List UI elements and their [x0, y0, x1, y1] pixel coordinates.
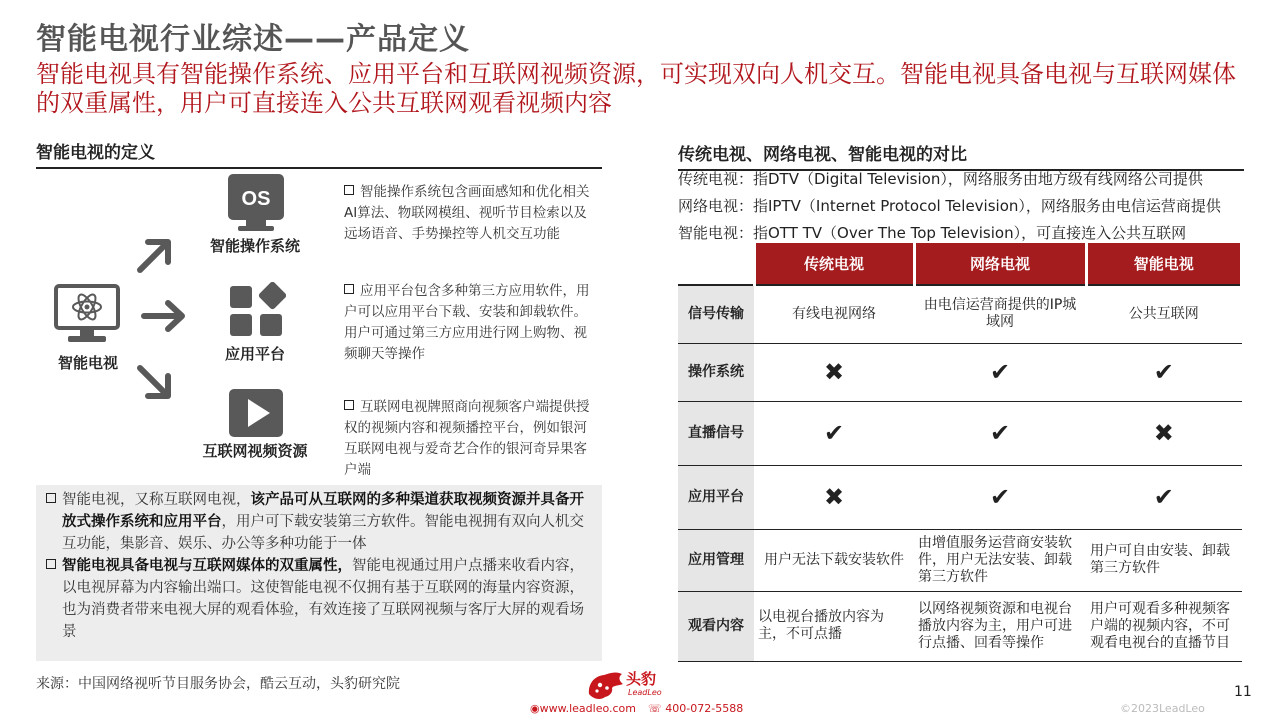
arrow-right-icon [140, 298, 188, 334]
page-title: 智能电视行业综述——产品定义 [36, 22, 470, 57]
website-text: www.leadleo.com [539, 702, 636, 715]
row-header: 应用平台 [678, 465, 754, 529]
table-row [678, 343, 1242, 401]
video-resource-label-text: 互联网视频资源 [202, 442, 308, 460]
column-header: 智能电视 [1086, 243, 1242, 285]
check-icon: ✔ [914, 465, 1086, 529]
column-header: 网络电视 [914, 243, 1086, 285]
os-description-text: 智能操作系统包含画面感知和优化相关AI算法、物联网模组、视听节目检索以及远场语音、手势操控等人机交互功能 [344, 184, 590, 242]
table-cell: 用户无法下载安装软件 [754, 529, 914, 591]
checkbox-bullet-icon [344, 185, 354, 195]
os-label: 智能操作系统 [209, 237, 300, 255]
checkbox-bullet-icon [344, 284, 354, 294]
source-note: 来源：中国网络视听节目服务协会，酷云互动，头豹研究院 [36, 676, 400, 692]
app-platform-icon [228, 282, 286, 340]
table-cell: 以网络视频资源和电视台播放内容为主，用户可进行点播、回看等操作 [914, 591, 1086, 661]
definition-line: 智能电视：指OTT TV（Over The Top Television），可直接连入公共互联网 [678, 224, 1187, 242]
cross-icon: ✖ [1086, 401, 1242, 465]
comparison-table [678, 243, 1243, 662]
row-header: 应用管理 [678, 529, 754, 591]
summary-box [36, 485, 602, 661]
table-row [678, 401, 1242, 465]
column-header: 传统电视 [754, 243, 914, 285]
left-section-heading: 智能电视的定义 [36, 138, 602, 169]
leopard-logo-icon [586, 668, 626, 702]
table-row [678, 285, 1242, 343]
table-header-row [678, 243, 1242, 285]
table-cell: 有线电视网络 [754, 285, 914, 343]
summary-paragraph-1 [46, 489, 594, 555]
definition-line: 传统电视：指DTV（Digital Television），网络服务由地方级有线网络公司提供 [678, 170, 1203, 188]
summary-p2-bold: 智能电视具备电视与互联网媒体的双重属性， [62, 558, 352, 574]
tv-definitions [678, 166, 1248, 247]
table-row [678, 529, 1242, 591]
arrow-down-right-icon [134, 362, 176, 402]
check-icon: ✔ [914, 401, 1086, 465]
os-badge-text: OS [241, 188, 271, 210]
summary-p2-b: 智能电视通过用户点播来收看内容，以电视屏幕为内容输出端口。这使智能电视不仅拥有基于互联网的海量内容资源，也为消费者带来电视大屏的观看体验，有效连接了互联网视频与客厅大屏的观看场景 [62, 558, 584, 640]
smart-tv-icon [54, 284, 120, 344]
video-resource-description [344, 397, 596, 481]
os-description [344, 182, 596, 245]
check-icon: ✔ [914, 343, 1086, 401]
website-link[interactable] [530, 702, 636, 715]
check-icon: ✔ [1086, 465, 1242, 529]
row-header: 直播信号 [678, 401, 754, 465]
logo-wordmark-en: LeadLeo [628, 688, 662, 697]
cross-icon: ✖ [754, 343, 914, 401]
summary-paragraph-2 [46, 555, 594, 643]
table-cell: 用户可观看多种视频客户端的视频内容，不可观看电视台的直播节目 [1086, 591, 1242, 661]
logo-wordmark: 头豹 [626, 670, 657, 688]
app-platform-label: 应用平台 [224, 345, 285, 363]
summary-p1-bold: 该产品可从互联网的多种渠道获取视频资源并具备开放式操作系统和应用平台 [62, 492, 584, 530]
checkbox-bullet-icon [344, 400, 354, 410]
table-cell: 以电视台播放内容为主，不可点播 [754, 591, 914, 661]
phone-link[interactable] [648, 702, 743, 715]
checkbox-bullet-icon [46, 493, 56, 503]
table-row [678, 591, 1242, 661]
right-section-heading: 传统电视、网络电视、智能电视的对比 [678, 140, 1244, 171]
table-cell: 用户可自由安装、卸载第三方软件 [1086, 529, 1242, 591]
phone-icon: ☏ [648, 702, 662, 715]
video-resource-label [196, 442, 314, 461]
os-icon [226, 172, 286, 232]
video-play-icon [228, 388, 284, 438]
table-row [678, 465, 1242, 529]
row-header: 信号传输 [678, 285, 754, 343]
copyright: ©2023LeadLeo [1120, 702, 1205, 715]
row-header: 观看内容 [678, 591, 754, 661]
page-subtitle: 智能电视具有智能操作系统、应用平台和互联网视频资源，可实现双向人机交互。智能电视具备电视与互联网媒体的双重属性，用户可直接连入公共互联网观看视频内容 [36, 60, 1236, 117]
app-platform-description [344, 281, 596, 365]
table-corner [678, 243, 754, 285]
check-icon: ✔ [754, 401, 914, 465]
page-number: 11 [1234, 684, 1252, 700]
check-icon: ✔ [1086, 343, 1242, 401]
cross-icon: ✖ [754, 465, 914, 529]
checkbox-bullet-icon [46, 559, 56, 569]
table-cell: 由电信运营商提供的IP城域网 [914, 285, 1086, 343]
smart-tv-label: 智能电视 [57, 354, 118, 372]
phone-text: 400-072-5588 [665, 702, 744, 715]
table-cell: 公共互联网 [1086, 285, 1242, 343]
summary-p1-c: ，用户可下载安装第三方软件。智能电视拥有双向人机交互功能，集影音、娱乐、办公等多种功能于一体 [62, 514, 584, 552]
table-cell: 由增值服务运营商安装软件，用户无法安装、卸载第三方软件 [914, 529, 1086, 591]
globe-icon: ◉ [530, 702, 540, 715]
summary-p1-a: 智能电视，又称互联网电视， [62, 492, 251, 508]
definition-line: 网络电视：指IPTV（Internet Protocol Television），网络服务由电信运营商提供 [678, 197, 1221, 215]
video-resource-description-text: 互联网电视牌照商向视频客户端提供授权的视频内容和视频播控平台，例如银河互联网电视与爱奇艺合作的银河奇异果客户端 [344, 399, 590, 478]
arrow-up-right-icon [134, 236, 176, 276]
row-header: 操作系统 [678, 343, 754, 401]
app-platform-description-text: 应用平台包含多种第三方应用软件，用户可以应用平台下载、安装和卸载软件。用户可通过第三方应用进行网上购物、视频聊天等操作 [344, 283, 590, 362]
